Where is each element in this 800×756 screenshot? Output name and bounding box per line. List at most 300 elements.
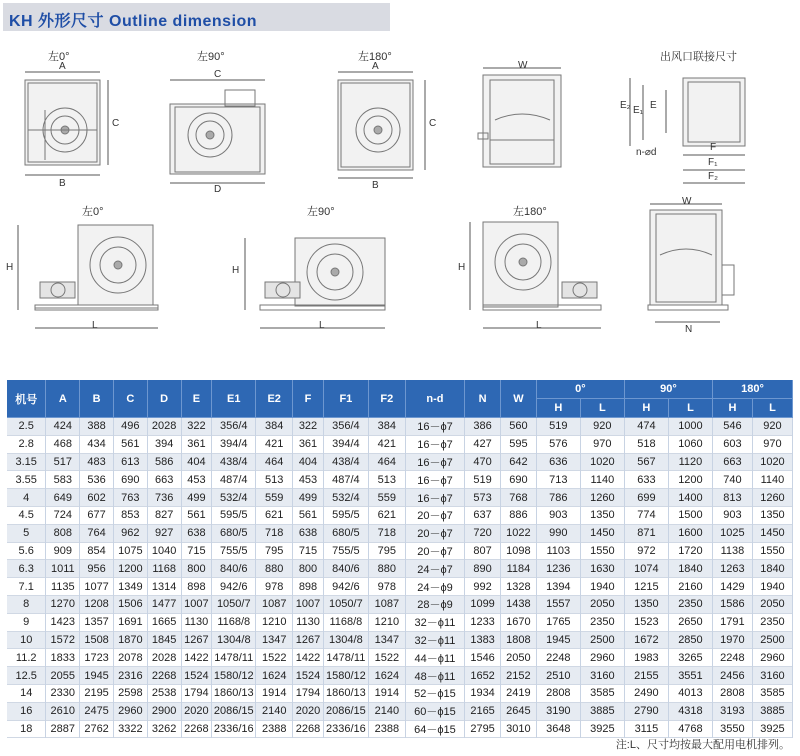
table-cell: 2762 [80, 720, 114, 738]
table-cell: 1267 [293, 631, 324, 649]
table-cell: 1400 [668, 489, 712, 507]
table-cell: 1940 [580, 578, 624, 596]
table-cell: 1477 [147, 595, 181, 613]
table-cell: 1450 [580, 524, 624, 542]
drawing-top-front [478, 68, 561, 167]
table-cell: 1349 [113, 578, 147, 596]
table-cell: 3925 [580, 720, 624, 738]
table-cell: 3585 [580, 684, 624, 702]
table-row [7, 667, 793, 685]
table-cell: 613 [113, 453, 147, 471]
table-cell: 20－ϕ7 [405, 524, 464, 542]
table-cell: 60－ϕ15 [405, 702, 464, 720]
dim-b: B [59, 178, 66, 189]
table-cell: 384 [256, 418, 293, 436]
table-cell: 1557 [536, 595, 580, 613]
table-cell: 1215 [624, 578, 668, 596]
th-e1: E1 [212, 380, 256, 418]
table-cell: 424 [46, 418, 80, 436]
table-cell: 559 [368, 489, 405, 507]
table-cell: 840/6 [323, 560, 368, 578]
table-cell: 16－ϕ7 [405, 471, 464, 489]
table-cell: 3550 [712, 720, 752, 738]
table-cell: 532/4 [323, 489, 368, 507]
table-cell: 517 [46, 453, 80, 471]
table-cell: 1624 [256, 667, 293, 685]
dim-a-2: A [372, 61, 379, 72]
dim-f2: F₂ [708, 171, 718, 182]
dim-c: C [112, 118, 120, 129]
table-cell: 1422 [293, 649, 324, 667]
drawing-top-left180 [338, 72, 425, 178]
view-label-bottom-left90: 左90° [307, 206, 335, 218]
table-row [7, 578, 793, 596]
table-cell: 2165 [465, 702, 501, 720]
table-cell: 1600 [668, 524, 712, 542]
th-f1: F1 [323, 380, 368, 418]
table-cell: 3.15 [7, 453, 46, 471]
th-l-0: L [580, 399, 624, 418]
table-cell: 1652 [465, 667, 501, 685]
dim-c-2: C [214, 69, 222, 80]
table-cell: 16－ϕ7 [405, 453, 464, 471]
table-cell: 1304/8 [212, 631, 256, 649]
table-cell: 1523 [624, 613, 668, 631]
table-cell: 663 [712, 453, 752, 471]
drawing-bottom-front [648, 204, 734, 322]
table-cell: 649 [46, 489, 80, 507]
table-cell: 1983 [624, 649, 668, 667]
table-cell: 1860/13 [212, 684, 256, 702]
table-row [7, 702, 793, 720]
table-cell: 715 [181, 542, 212, 560]
table-cell: 903 [712, 506, 752, 524]
table-cell: 532/4 [212, 489, 256, 507]
table-cell: 1099 [465, 595, 501, 613]
table-cell: 2050 [752, 595, 792, 613]
table-cell: 2850 [668, 631, 712, 649]
table-cell: 468 [46, 435, 80, 453]
table-cell: 2140 [256, 702, 293, 720]
table-cell: 2195 [80, 684, 114, 702]
table-cell: 1624 [368, 667, 405, 685]
table-cell: 3648 [536, 720, 580, 738]
dim-w-2: W [682, 196, 692, 207]
table-cell: 1723 [80, 649, 114, 667]
view-label-bottom-left0: 左0° [82, 206, 104, 218]
th-a: A [46, 380, 80, 418]
th-l-180: L [752, 399, 792, 418]
th-nd: n-d [405, 380, 464, 418]
table-cell: 898 [181, 578, 212, 596]
table-cell: 536 [80, 471, 114, 489]
table-row [7, 506, 793, 524]
table-cell: 20－ϕ7 [405, 542, 464, 560]
table-cell: 322 [293, 418, 324, 436]
table-cell: 1025 [712, 524, 752, 542]
table-cell: 1208 [80, 595, 114, 613]
table-cell: 4 [7, 489, 46, 507]
th-h-0: H [536, 399, 580, 418]
table-cell: 52－ϕ15 [405, 684, 464, 702]
table-cell: 12.5 [7, 667, 46, 685]
table-row [7, 560, 793, 578]
table-cell: 1200 [113, 560, 147, 578]
table-cell: 1383 [465, 631, 501, 649]
table-cell: 5.6 [7, 542, 46, 560]
dim-e: E [650, 100, 657, 111]
table-cell: 827 [147, 506, 181, 524]
table-cell: 519 [465, 471, 501, 489]
table-cell: 633 [624, 471, 668, 489]
table-cell: 1350 [580, 506, 624, 524]
th-n: N [465, 380, 501, 418]
table-cell: 3265 [668, 649, 712, 667]
table-cell: 394/4 [212, 435, 256, 453]
table-cell: 2155 [624, 667, 668, 685]
table-cell: 962 [113, 524, 147, 542]
table-cell: 2.8 [7, 435, 46, 453]
table-cell: 1020 [580, 453, 624, 471]
table-cell: 2050 [500, 649, 536, 667]
table-cell: 2808 [712, 684, 752, 702]
table-cell: 2795 [465, 720, 501, 738]
table-cell: 1103 [536, 542, 580, 560]
table-cell: 1670 [500, 613, 536, 631]
table-cell: 573 [465, 489, 501, 507]
table-cell: 800 [293, 560, 324, 578]
table-cell: 453 [181, 471, 212, 489]
table-cell: 2268 [181, 720, 212, 738]
table-cell: 453 [293, 471, 324, 489]
table-cell: 1945 [536, 631, 580, 649]
table-cell: 5 [7, 524, 46, 542]
table-cell: 636 [536, 453, 580, 471]
dim-w: W [518, 60, 528, 71]
table-cell: 2020 [181, 702, 212, 720]
table-cell: 603 [712, 435, 752, 453]
th-h-180: H [712, 399, 752, 418]
table-cell: 2268 [293, 720, 324, 738]
table-cell: 2086/15 [323, 702, 368, 720]
table-cell: 880 [256, 560, 293, 578]
table-cell: 1546 [465, 649, 501, 667]
table-row [7, 471, 793, 489]
table-cell: 715 [293, 542, 324, 560]
table-cell: 513 [368, 471, 405, 489]
table-cell: 519 [536, 418, 580, 436]
table-cell: 1522 [368, 649, 405, 667]
table-cell: 1040 [147, 542, 181, 560]
table-cell: 2388 [368, 720, 405, 738]
table-cell: 1914 [368, 684, 405, 702]
table-cell: 10 [7, 631, 46, 649]
table-cell: 361 [293, 435, 324, 453]
table-cell: 386 [465, 418, 501, 436]
table-cell: 3925 [752, 720, 792, 738]
table-cell: 388 [80, 418, 114, 436]
drawing-bottom-left90 [245, 238, 385, 328]
table-cell: 1098 [500, 542, 536, 560]
table-cell: 718 [256, 524, 293, 542]
table-cell: 1630 [580, 560, 624, 578]
th-f2: F2 [368, 380, 405, 418]
table-cell: 384 [368, 418, 405, 436]
table-cell: 680/5 [323, 524, 368, 542]
table-cell: 1840 [752, 560, 792, 578]
table-cell: 1007 [293, 595, 324, 613]
drawing-bottom-left180 [470, 222, 601, 328]
table-cell: 16－ϕ7 [405, 418, 464, 436]
table-cell: 2028 [147, 418, 181, 436]
table-cell: 2960 [752, 649, 792, 667]
table-cell: 663 [147, 471, 181, 489]
table-row [7, 418, 793, 436]
dimension-table [7, 380, 793, 738]
th-model: 机号 [7, 380, 46, 418]
table-cell: 1665 [147, 613, 181, 631]
table-cell: 2330 [46, 684, 80, 702]
th-d: D [147, 380, 181, 418]
table-cell: 1870 [113, 631, 147, 649]
table-cell: 1184 [500, 560, 536, 578]
table-cell: 586 [147, 453, 181, 471]
table-cell: 1506 [113, 595, 147, 613]
table-cell: 1580/12 [323, 667, 368, 685]
table-cell: 1074 [624, 560, 668, 578]
table-cell: 638 [293, 524, 324, 542]
table-cell: 1077 [80, 578, 114, 596]
drawing-bottom-left0 [18, 225, 158, 328]
table-cell: 1357 [80, 613, 114, 631]
table-cell: 1233 [465, 613, 501, 631]
table-cell: 1450 [752, 524, 792, 542]
table-cell: 638 [181, 524, 212, 542]
table-cell: 774 [624, 506, 668, 524]
table-cell: 1314 [147, 578, 181, 596]
dim-c-3: C [429, 118, 437, 129]
table-row [7, 684, 793, 702]
table-cell: 1914 [256, 684, 293, 702]
table-cell: 2650 [668, 613, 712, 631]
table-cell: 795 [368, 542, 405, 560]
table-cell: 3551 [668, 667, 712, 685]
table-cell: 421 [368, 435, 405, 453]
table-cell: 595/5 [212, 506, 256, 524]
table-cell: 890 [465, 560, 501, 578]
table-cell: 1940 [752, 578, 792, 596]
table-row [7, 524, 793, 542]
table-cell: 1328 [500, 578, 536, 596]
drawing-top-outlet [630, 78, 745, 183]
table-cell: 800 [181, 560, 212, 578]
table-cell: 956 [80, 560, 114, 578]
table-cell: 1050/7 [212, 595, 256, 613]
table-cell: 1050/7 [323, 595, 368, 613]
table-cell: 602 [80, 489, 114, 507]
table-cell: 2336/16 [323, 720, 368, 738]
table-cell: 2160 [668, 578, 712, 596]
table-cell: 2887 [46, 720, 80, 738]
table-cell: 2500 [752, 631, 792, 649]
table-cell: 1075 [113, 542, 147, 560]
table-row [7, 631, 793, 649]
table-cell: 2316 [113, 667, 147, 685]
table-cell: 322 [181, 418, 212, 436]
table-cell: 2598 [113, 684, 147, 702]
table-cell: 404 [181, 453, 212, 471]
dim-f1: F₁ [708, 157, 718, 168]
table-cell: 942/6 [323, 578, 368, 596]
table-cell: 1438 [500, 595, 536, 613]
table-cell: 361 [181, 435, 212, 453]
table-cell: 2960 [580, 649, 624, 667]
table-cell: 713 [536, 471, 580, 489]
table-row [7, 453, 793, 471]
table-cell: 48－ϕ11 [405, 667, 464, 685]
table-row [7, 613, 793, 631]
table-body [7, 418, 793, 738]
table-cell: 8 [7, 595, 46, 613]
table-cell: 24－ϕ7 [405, 560, 464, 578]
table-cell: 813 [712, 489, 752, 507]
dim-e1: E₁ [633, 105, 644, 116]
table-cell: 920 [752, 418, 792, 436]
table-cell: 2086/15 [212, 702, 256, 720]
view-label-top-left90: 左90° [197, 51, 225, 63]
view-label-top-left180: 左180° [358, 51, 392, 63]
table-cell: 1350 [752, 506, 792, 524]
table-cell: 3190 [536, 702, 580, 720]
table-cell: 1087 [368, 595, 405, 613]
table-cell: 886 [500, 506, 536, 524]
table-cell: 470 [465, 453, 501, 471]
table-cell: 1020 [752, 453, 792, 471]
table-cell: 840/6 [212, 560, 256, 578]
table-row [7, 489, 793, 507]
dim-a: A [59, 61, 66, 72]
table-cell: 14 [7, 684, 46, 702]
table-row [7, 595, 793, 613]
table-cell: 2388 [256, 720, 293, 738]
table-cell: 990 [536, 524, 580, 542]
table-cell: 1429 [712, 578, 752, 596]
table-cell: 499 [181, 489, 212, 507]
table-cell: 1210 [256, 613, 293, 631]
table-row [7, 649, 793, 667]
table-header-row [7, 380, 793, 399]
view-label-top-left0: 左0° [48, 51, 70, 63]
table-cell: 763 [113, 489, 147, 507]
table-cell: 1586 [712, 595, 752, 613]
table-cell: 1478/11 [212, 649, 256, 667]
table-cell: 1791 [712, 613, 752, 631]
table-cell: 2020 [293, 702, 324, 720]
dim-d: D [214, 184, 222, 195]
table-cell: 970 [580, 435, 624, 453]
table-cell: 1394 [536, 578, 580, 596]
table-cell: 1765 [536, 613, 580, 631]
drawing-top-left0 [25, 72, 108, 175]
table-cell: 32－ϕ11 [405, 613, 464, 631]
table-cell: 64－ϕ15 [405, 720, 464, 738]
table-cell: 513 [256, 471, 293, 489]
table-cell: 2028 [147, 649, 181, 667]
table-cell: 1120 [668, 453, 712, 471]
th-c: C [113, 380, 147, 418]
table-cell: 690 [500, 471, 536, 489]
th-l-90: L [668, 399, 712, 418]
table-cell: 496 [113, 418, 147, 436]
table-cell: 356/4 [323, 418, 368, 436]
table-cell: 483 [80, 453, 114, 471]
table-cell: 2456 [712, 667, 752, 685]
th-e: E [181, 380, 212, 418]
table-row [7, 542, 793, 560]
table-cell: 903 [536, 506, 580, 524]
table-cell: 1350 [624, 595, 668, 613]
table-cell: 1500 [668, 506, 712, 524]
table-cell: 621 [256, 506, 293, 524]
table-cell: 2248 [712, 649, 752, 667]
table-cell: 1840 [668, 560, 712, 578]
table-cell: 1267 [181, 631, 212, 649]
view-label-bottom-left180: 左180° [513, 206, 547, 218]
table-cell: 28－ϕ9 [405, 595, 464, 613]
table-cell: 1845 [147, 631, 181, 649]
table-cell: 561 [113, 435, 147, 453]
table-cell: 394 [147, 435, 181, 453]
table-cell: 2610 [46, 702, 80, 720]
view-label-outlet: 出风口联接尺寸 [660, 51, 737, 63]
table-cell: 438/4 [212, 453, 256, 471]
th-angle-90: 90° [624, 380, 712, 399]
table-cell: 2050 [580, 595, 624, 613]
dim-l: L [92, 320, 98, 331]
table-cell: 464 [256, 453, 293, 471]
table-cell: 2790 [624, 702, 668, 720]
table-cell: 4318 [668, 702, 712, 720]
th-f: F [293, 380, 324, 418]
table-cell: 2268 [147, 667, 181, 685]
table-cell: 740 [712, 471, 752, 489]
table-cell: 3160 [580, 667, 624, 685]
table-cell: 690 [113, 471, 147, 489]
dim-h: H [6, 262, 14, 273]
table-cell: 595/5 [323, 506, 368, 524]
table-cell: 1138 [712, 542, 752, 560]
table-cell: 583 [46, 471, 80, 489]
dim-h-3: H [458, 262, 466, 273]
table-cell: 4.5 [7, 506, 46, 524]
table-cell: 699 [624, 489, 668, 507]
table-cell: 487/4 [323, 471, 368, 489]
table-cell: 559 [256, 489, 293, 507]
table-cell: 16－ϕ7 [405, 435, 464, 453]
table-cell: 972 [624, 542, 668, 560]
dim-h-2: H [232, 265, 240, 276]
table-cell: 3115 [624, 720, 668, 738]
table-cell: 807 [465, 542, 501, 560]
dim-e2: E₂ [620, 100, 631, 111]
table-cell: 2960 [113, 702, 147, 720]
table-cell: 2152 [500, 667, 536, 685]
table-cell: 421 [256, 435, 293, 453]
dim-f: F [710, 142, 717, 153]
table-cell: 32－ϕ11 [405, 631, 464, 649]
table-cell: 1130 [293, 613, 324, 631]
table-cell: 2350 [752, 613, 792, 631]
